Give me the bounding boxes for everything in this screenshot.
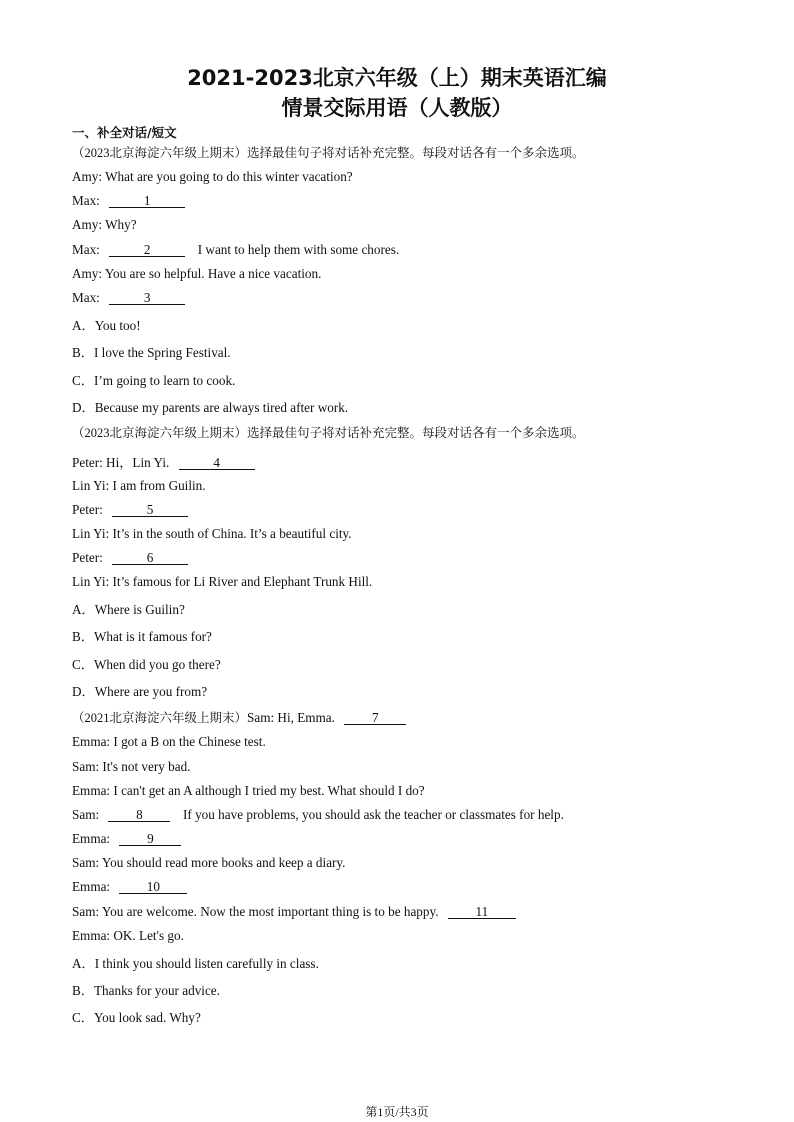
sentence: Peter: Hi，Lin Yi. — [72, 455, 170, 470]
sentence: I want to help them with some chores. — [197, 242, 400, 257]
section-heading: 一、补全对话/短文 — [72, 125, 177, 140]
q2-option-a: A．Where is Guilin? — [72, 602, 185, 617]
q2-line-5 — [72, 550, 188, 566]
blank-3[interactable]: 3 — [109, 291, 185, 305]
sentence: Sam: You are welcome. Now the most important thing is to be happy. — [72, 904, 439, 919]
speaker: Max: — [72, 290, 100, 305]
speaker: Max: — [72, 242, 100, 257]
q1-source: （2023北京海淀六年级上期末）选择最佳句子将对话补充完整。每段对话各有一个多余选项。 — [72, 146, 585, 160]
blank-5[interactable]: 5 — [112, 503, 188, 517]
sentence: Sam: Hi, Emma. — [247, 710, 335, 725]
q3-line-0 — [72, 708, 406, 726]
q3-line-2: Sam: It's not very bad. — [72, 759, 191, 774]
q3-line-5 — [72, 831, 181, 847]
q1-option-b: B．I love the Spring Festival. — [72, 345, 231, 360]
q1-line-3: Amy: Why? — [72, 217, 137, 232]
q3-option-b: B．Thanks for your advice. — [72, 983, 220, 998]
q1-line-2 — [72, 193, 185, 209]
speaker: Sam: — [72, 807, 100, 822]
speaker: Emma: — [72, 879, 111, 894]
q2-option-d: D．Where are you from? — [72, 684, 208, 699]
blank-6[interactable]: 6 — [112, 551, 188, 565]
q1-line-6 — [72, 290, 185, 306]
q3-line-1: Emma: I got a B on the Chinese test. — [72, 734, 266, 749]
blank-4[interactable]: 4 — [179, 456, 255, 470]
blank-9[interactable]: 9 — [119, 832, 181, 846]
q2-option-b: B．What is it famous for? — [72, 629, 212, 644]
q1-option-c: C．I’m going to learn to cook. — [72, 373, 236, 388]
q1-option-a: A．You too! — [72, 318, 141, 333]
blank-10[interactable]: 10 — [119, 880, 187, 894]
q3-line-4 — [72, 807, 564, 823]
blank-1[interactable]: 1 — [109, 194, 185, 208]
speaker: Max: — [72, 193, 100, 208]
q3-line-9: Emma: OK. Let's go. — [72, 928, 184, 943]
q2-line-1 — [72, 452, 255, 471]
q2-option-c: C．When did you go there? — [72, 657, 221, 672]
document-title-line1: 2021-2023北京六年级（上）期末英语汇编 — [187, 66, 607, 90]
q2-line-3 — [72, 502, 188, 518]
q3-line-6: Sam: You should read more books and keep a diary. — [72, 855, 346, 870]
q2-line-2: Lin Yi: I am from Guilin. — [72, 478, 206, 493]
blank-7[interactable]: 7 — [344, 711, 406, 725]
q1-line-5: Amy: You are so helpful. Have a nice vacation. — [72, 266, 322, 281]
q3-source: （2021北京海淀六年级上期末） — [72, 711, 248, 725]
blank-2[interactable]: 2 — [109, 243, 185, 257]
speaker: Emma: — [72, 831, 111, 846]
speaker: Peter: — [72, 502, 103, 517]
page-footer: 第1页/共3页 — [365, 1105, 429, 1119]
q3-line-3: Emma: I can't get an A although I tried my best. What should I do? — [72, 783, 425, 798]
blank-8[interactable]: 8 — [108, 808, 170, 822]
q1-line-1: Amy: What are you going to do this winter vacation? — [72, 169, 353, 184]
document-title-line2: 情景交际用语（人教版） — [281, 96, 513, 120]
q2-source: （2023北京海淀六年级上期末）选择最佳句子将对话补充完整。每段对话各有一个多余选项。 — [72, 426, 585, 440]
q3-option-c: C．You look sad. Why? — [72, 1010, 201, 1025]
q1-line-4 — [72, 242, 399, 258]
q3-option-a: A．I think you should listen carefully in class. — [72, 956, 319, 971]
q3-line-8 — [72, 904, 516, 920]
q3-line-7 — [72, 879, 187, 895]
sentence: If you have problems, you should ask the teacher or classmates for help. — [183, 807, 564, 822]
q2-line-4: Lin Yi: It’s in the south of China. It’s a beautiful city. — [72, 526, 352, 541]
q1-option-d: D．Because my parents are always tired after work. — [72, 400, 349, 415]
q2-line-6: Lin Yi: It’s famous for Li River and Elephant Trunk Hill. — [72, 574, 373, 589]
blank-11[interactable]: 11 — [448, 905, 516, 919]
speaker: Peter: — [72, 550, 103, 565]
